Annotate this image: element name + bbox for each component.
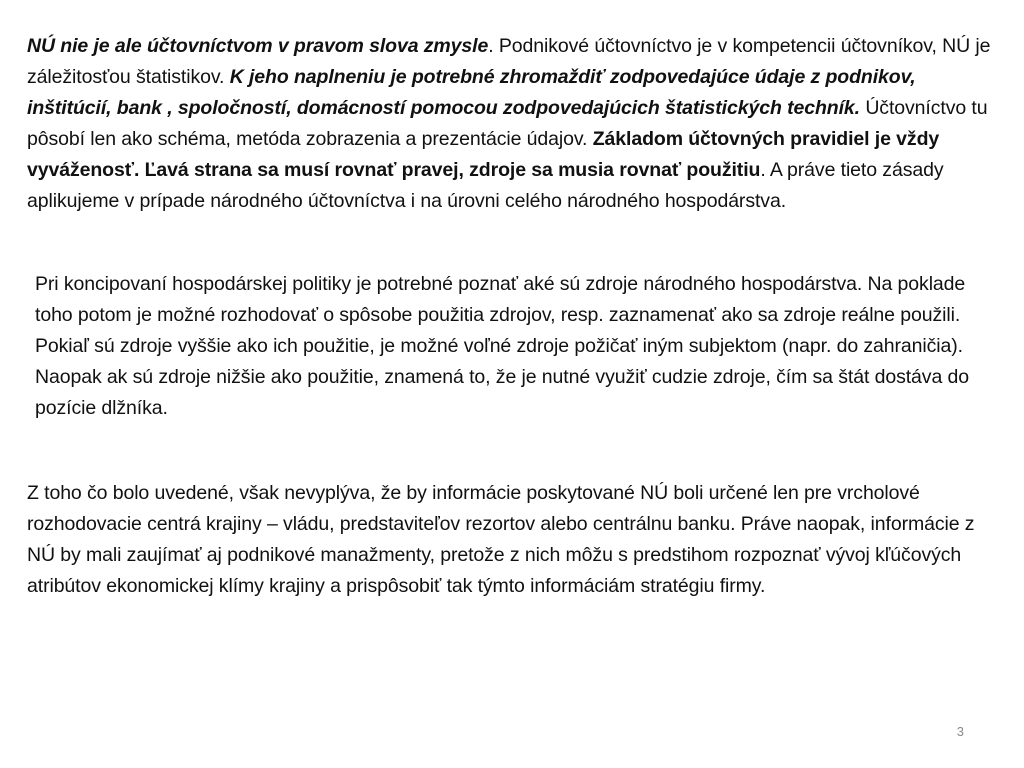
paragraph-economic-policy <box>35 269 985 424</box>
paragraph-accounting-definition <box>27 31 992 217</box>
text-regular: Účtovníctvo tu pôsobí len ako schéma, metóda zobrazenia a prezentácie údajov. <box>27 97 988 150</box>
text-bold: Základom účtovných pravidiel je vždy vyváženosť. Ľavá strana sa musí rovnať pravej, zdroje sa musia rovnať použitiu <box>27 128 940 181</box>
text-regular: Z toho čo bolo uvedené, však nevyplýva, že by informácie poskytované NÚ boli určené len pre vrcholové rozhodovacie centrá krajiny – vládu, predstaviteľov rezortov alebo centrálnu banku. Práve naopak, informácie z NÚ by mali zaujímať aj podnikové manažmenty, pretože z nich môžu s predstihom rozpoznať vývoj kľúčových atribútov ekonomickej klímy krajiny a prispôsobiť tak týmto informáciám stratégiu firmy. <box>27 482 975 597</box>
text-regular: . A práve tieto zásady aplikujeme v prípade národného účtovníctva i na úrovni celého národného hospodárstva. <box>27 159 944 212</box>
text-bold-italic: K jeho naplneniu je potrebné zhromaždiť zodpovedajúce údaje z podnikov, inštitúcií, bank , spoločností, domácností pomocou zodpovedajúcich štatistických techník. <box>27 66 916 119</box>
paragraph-information-use <box>27 478 992 602</box>
text-line: Pokiaľ sú zdroje vyššie ako ich použitie, je možné voľné zdroje požičať iným subjektom (napr. do zahraničia). Naopak ak sú zdroje nižšie ako použitie, znamená to, že je nutné využiť cudzie zdroje, čím sa štát dostáva do pozície dlžníka. <box>35 335 970 419</box>
text-regular: . Podnikové účtovníctvo je v kompetencii účtovníkov, NÚ je záležitosťou štatistikov. <box>27 35 991 88</box>
page-number: 3 <box>956 724 964 739</box>
text-line: Pri koncipovaní hospodárskej politiky je potrebné poznať aké sú zdroje národného hospodárstva. Na poklade toho potom je možné rozhodovať o spôsobe použitia zdrojov, resp. zaznamenať ako sa zdroje reálne použili. <box>35 273 966 326</box>
text-bold-italic: NÚ nie je ale účtovníctvom v pravom slova zmysle <box>27 35 489 57</box>
